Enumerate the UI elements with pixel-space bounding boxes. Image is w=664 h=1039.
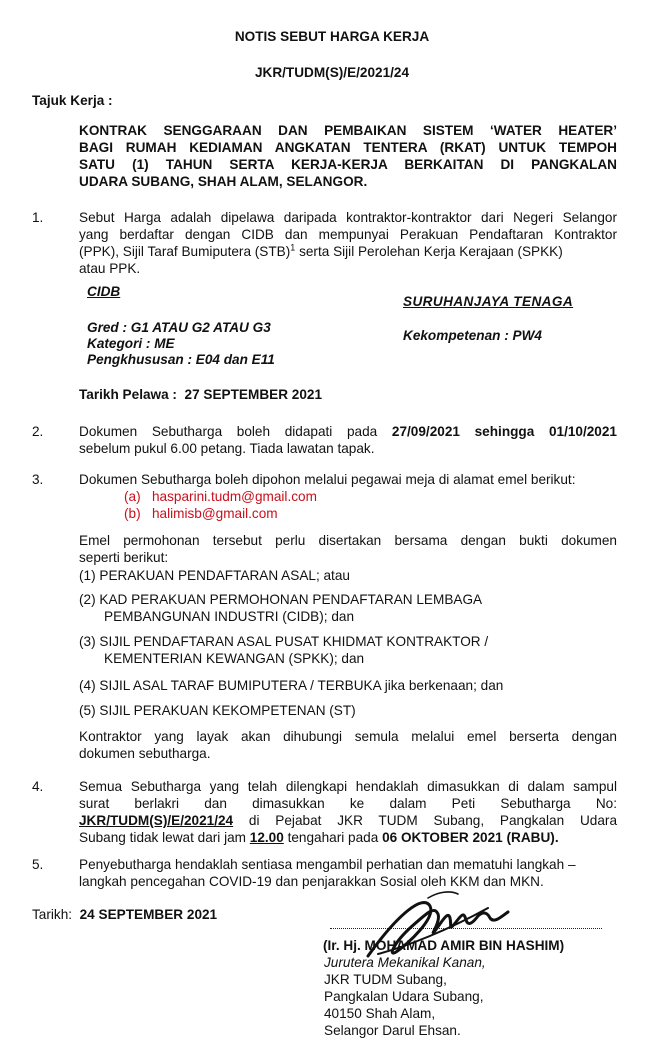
tarikh-footer xyxy=(32,906,217,923)
st-heading: SURUHANJAYA TENAGA xyxy=(403,294,574,309)
section-1-line: Sebut Harga adalah dipelawa daripada kontraktor-kontraktor dari Negeri Selangor xyxy=(79,210,617,225)
section-5-number: 5. xyxy=(32,857,44,872)
section-4-ref: JKR/TUDM(S)/E/2021/24 xyxy=(79,813,234,828)
section-1-text xyxy=(79,209,617,277)
doc-item-3: (3) SIJIL PENDAFTARAN ASAL PUSAT KHIDMAT KONTRAKTOR / xyxy=(79,634,489,649)
email-item[interactable] xyxy=(124,488,317,505)
section-1-line3-tail: serta Sijil Perolehan Kerja Kerajaan (SPKK) xyxy=(295,244,563,259)
section-1-number: 1. xyxy=(32,210,44,225)
email-item[interactable] xyxy=(124,505,317,522)
tarikh-footer-label: Tarikh: xyxy=(32,907,73,922)
section-1-line: atau PPK. xyxy=(79,261,141,276)
tarikh-footer-value: 24 SEPTEMBER 2021 xyxy=(79,907,218,922)
doc-item-3-cont: KEMENTERIAN KEWANGAN (SPKK); dan xyxy=(104,651,365,666)
section-5-line: langkah pencegahan COVID-19 dan penjarakkan Sosial oleh KKM dan MKN. xyxy=(79,874,544,889)
doc-item-2: (2) KAD PERAKUAN PERMOHONAN PENDAFTARAN LEMBAGA xyxy=(79,592,483,607)
address-line: 40150 Shah Alam, xyxy=(324,1006,436,1021)
section-4-deadline: 06 OKTOBER 2021 (RABU). xyxy=(382,830,559,845)
doc-item-1: (1) PERAKUAN PENDAFTARAN ASAL; atau xyxy=(79,568,350,583)
section-1-line: yang berdaftar dengan CIDB dan mempunyai Perakuan Pendaftaran Kontraktor xyxy=(79,227,617,242)
docs-intro-line: Emel permohonan tersebut perlu disertakan bersama dengan bukti dokumen xyxy=(79,533,617,548)
section-4-number: 4. xyxy=(32,779,44,794)
doc-item-4: (4) SIJIL ASAL TARAF BUMIPUTERA / TERBUKA jika berkenaan; dan xyxy=(79,678,504,693)
section-2-number: 2. xyxy=(32,424,44,439)
email-address[interactable]: halimisb@gmail.com xyxy=(152,506,278,521)
address-line: Selangor Darul Ehsan. xyxy=(324,1023,461,1038)
doc-item-2-cont: PEMBANGUNAN INDUSTRI (CIDB); dan xyxy=(104,609,355,624)
email-label: (a) xyxy=(124,489,141,504)
cidb-kategori: Kategori : ME xyxy=(87,336,175,351)
section-3-closing xyxy=(79,728,617,762)
signatory-address xyxy=(324,954,486,1039)
section-4-line3-tail: di Pejabat JKR TUDM Subang, Pangkalan Udara xyxy=(233,813,617,828)
email-address[interactable]: hasparini.tudm@gmail.com xyxy=(152,489,317,504)
notice-reference: JKR/TUDM(S)/E/2021/24 xyxy=(254,65,410,80)
docs-intro-line: seperti berikut: xyxy=(79,550,169,565)
tarikh-pelawa-label: Tarikh Pelawa : xyxy=(79,387,177,402)
email-list xyxy=(124,488,317,522)
cidb-gred: Gred : G1 ATAU G2 ATAU G3 xyxy=(87,320,271,335)
closing-line: Kontraktor yang layak akan dihubungi semula melalui emel berserta dengan xyxy=(79,729,617,744)
section-2-hingga: sehingga xyxy=(459,424,549,439)
cidb-heading: CIDB xyxy=(87,284,121,299)
section-4-line: surat berlakri dan dimasukkan ke dalam Peti Sebutharga No: xyxy=(79,796,617,811)
closing-line: dokumen sebutharga. xyxy=(79,746,211,761)
address-line: Pangkalan Udara Subang, xyxy=(324,989,484,1004)
section-2-line xyxy=(79,423,617,440)
section-4-line: Semua Sebutharga yang telah dilengkapi hendaklah dimasukkan di dalam sampul xyxy=(79,779,617,794)
tajuk-kerja-label: Tajuk Kerja : xyxy=(32,93,113,108)
footnote-marker: 1 xyxy=(290,242,296,253)
section-4-line4-b: tengahari pada xyxy=(283,830,383,845)
email-label: (b) xyxy=(124,506,141,521)
section-4-line4-a: Subang tidak lewat dari jam xyxy=(79,830,250,845)
section-2-date-to: 01/10/2021 xyxy=(548,424,617,439)
signatory-name: (Ir. Hj. MOHAMAD AMIR BIN HASHIM) xyxy=(323,938,565,953)
st-kekompetenan: Kekompetenan : PW4 xyxy=(403,328,542,343)
tarikh-pelawa-value: 27 SEPTEMBER 2021 xyxy=(184,387,323,402)
section-4-time: 12.00 xyxy=(249,830,284,845)
work-title-line: BAGI RUMAH KEDIAMAN ANGKATAN TENTERA (RKAT) UNTUK TEMPOH xyxy=(79,140,617,155)
work-title-line: SATU (1) TAHUN SERTA KERJA-KERJA BERKAITAN DI PANGKALAN xyxy=(79,157,617,172)
address-line: JKR TUDM Subang, xyxy=(324,972,447,987)
work-title-line: UDARA SUBANG, SHAH ALAM, SELANGOR. xyxy=(79,174,368,189)
doc-item-5: (5) SIJIL PERAKUAN KEKOMPETENAN (ST) xyxy=(79,703,356,718)
docs-intro xyxy=(79,532,617,566)
section-3-intro: Dokumen Sebutharga boleh dipohon melalui pegawai meja di alamat emel berikut: xyxy=(79,472,576,487)
cidb-pengkhususan: Pengkhususan : E04 dan E11 xyxy=(87,352,275,367)
notice-title: NOTIS SEBUT HARGA KERJA xyxy=(234,29,430,44)
section-5-line: Penyebutharga hendaklah sentiasa mengambil perhatian dan mematuhi langkah – xyxy=(79,857,576,872)
section-1-line3-head: (PPK), Sijil Taraf Bumiputera (STB) xyxy=(79,244,291,259)
section-4-line xyxy=(79,812,617,829)
work-title xyxy=(79,122,617,190)
section-1-line xyxy=(79,243,617,260)
section-2-line: sebelum pukul 6.00 petang. Tiada lawatan tapak. xyxy=(79,441,375,456)
section-2-date-from: 27/09/2021 xyxy=(391,424,460,439)
address-line: Jurutera Mekanikal Kanan, xyxy=(324,955,486,970)
section-2-text xyxy=(79,423,617,457)
work-title-line: KONTRAK SENGGARAAN DAN PEMBAIKAN SISTEM ‘WATER HEATER’ xyxy=(79,123,617,138)
section-2-part1: Dokumen Sebutharga boleh didapati pada xyxy=(79,424,392,439)
section-3-number: 3. xyxy=(32,472,44,487)
section-4-text xyxy=(79,778,617,846)
section-4-line xyxy=(79,829,617,846)
tarikh-pelawa xyxy=(79,386,322,403)
